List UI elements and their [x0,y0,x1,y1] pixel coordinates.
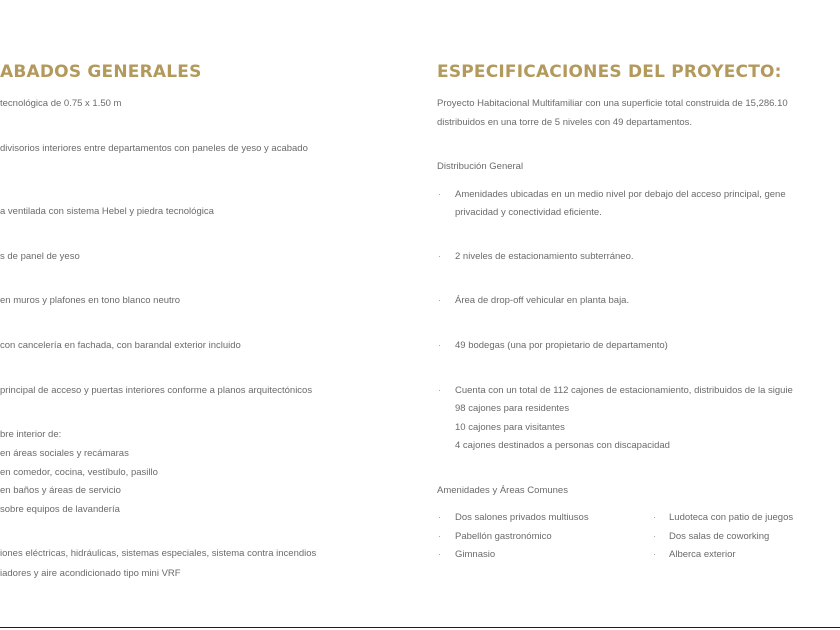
left-line: sobre equipos de lavandería [0,504,120,515]
amenity-item: Alberca exterior [669,549,736,560]
distribution-item: Área de drop-off vehicular en planta baja. [455,295,630,306]
distribution-item: Cuenta con un total de 112 cajones de estacionamiento, distribuidos de la siguie [455,385,793,396]
left-line: a ventilada con sistema Hebel y piedra tecnológica [0,206,214,217]
bullet: · [653,512,657,523]
left-heading: ABADOS GENERALES [0,62,202,82]
distribution-item: 98 cajones para residentes [455,403,570,414]
bullet: · [438,549,442,560]
left-line: bre interior de: [0,429,62,440]
bullet: · [438,531,442,542]
bullet: · [438,189,442,200]
distribution-title: Distribución General [437,161,524,172]
amenity-item: Dos salas de coworking [669,531,770,542]
amenity-item: Pabellón gastronómico [455,531,552,542]
left-line: tecnológica de 0.75 x 1.50 m [0,98,122,109]
left-line: en áreas sociales y recámaras [0,448,129,459]
distribution-item: privacidad y conectividad eficiente. [455,207,602,218]
left-line: en comedor, cocina, vestíbulo, pasillo [0,467,158,478]
bullet: · [438,385,442,396]
bullet: · [438,512,442,523]
left-line: s de panel de yeso [0,251,80,262]
left-line: iadores y aire acondicionado tipo mini VRF [0,568,181,579]
bullet: · [438,340,442,351]
distribution-item: 10 cajones para visitantes [455,422,565,433]
bullet: · [653,531,657,542]
left-line: con cancelería en fachada, con barandal exterior incluido [0,340,241,351]
left-line: principal de acceso y puertas interiores conforme a planos arquitectónicos [0,385,313,396]
distribution-item: Amenidades ubicadas en un medio nivel por debajo del acceso principal, gene [455,189,786,200]
intro-line: distribuidos en una torre de 5 niveles con 49 departamentos. [437,117,693,128]
amenities-title: Amenidades y Áreas Comunes [437,485,568,496]
amenity-item: Gimnasio [455,549,496,560]
left-line: en baños y áreas de servicio [0,485,121,496]
amenity-item: Ludoteca con patio de juegos [669,512,794,523]
bullet: · [653,549,657,560]
left-line: iones eléctricas, hidráulicas, sistemas especiales, sistema contra incendios [0,548,317,559]
distribution-item: 2 niveles de estacionamiento subterráneo. [455,251,634,262]
amenity-item: Dos salones privados multiusos [455,512,589,523]
left-line: en muros y plafones en tono blanco neutro [0,295,181,306]
left-line: divisorios interiores entre departamentos con paneles de yeso y acabado [0,143,308,154]
bullet: · [438,295,442,306]
right-heading: ESPECIFICACIONES DEL PROYECTO: [437,62,782,82]
distribution-item: 4 cajones destinados a personas con discapacidad [455,440,670,451]
bottom-divider [0,627,840,628]
distribution-item: 49 bodegas (una por propietario de departamento) [455,340,668,351]
intro-line: Proyecto Habitacional Multifamiliar con una superficie total construida de 15,286.10 [437,98,788,109]
bullet: · [438,251,442,262]
